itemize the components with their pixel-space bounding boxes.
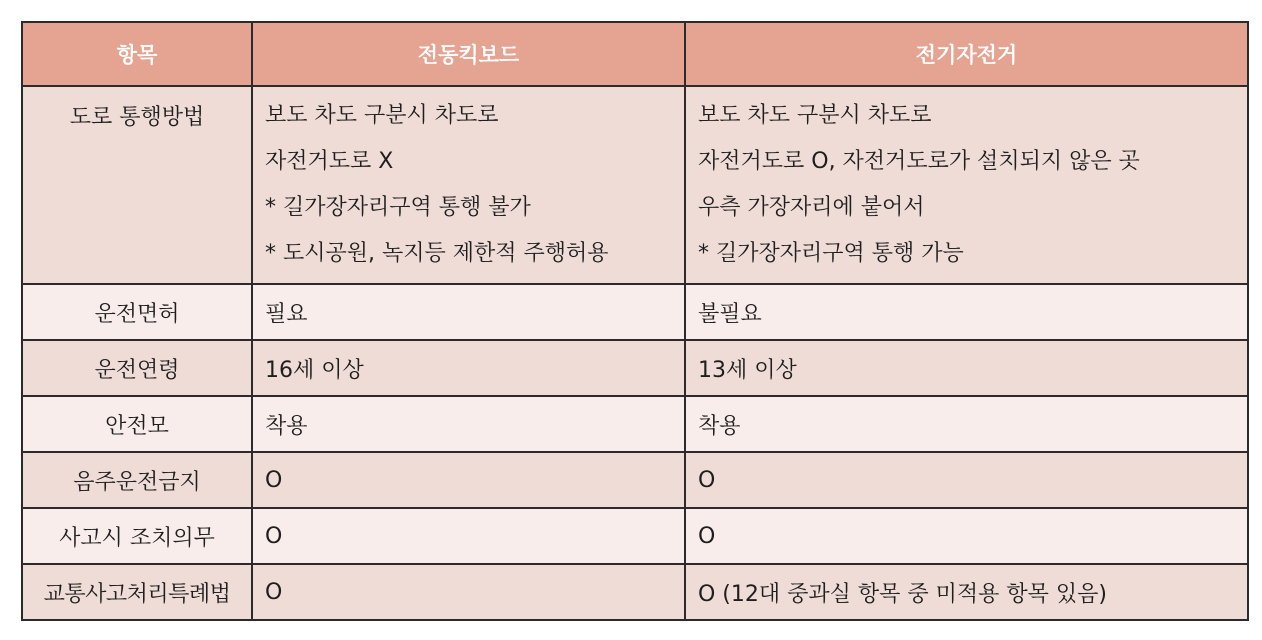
cell-line: 보도 차도 구분시 차도로 [265, 103, 499, 128]
ebike-cell: 착용 [685, 396, 1248, 452]
table-row-accident-duty [22, 508, 1248, 564]
table-row-special-act [22, 564, 1248, 620]
table-row-helmet [22, 396, 1248, 452]
table-row-license [22, 284, 1248, 340]
table-row-age [22, 340, 1248, 396]
ebike-cell: 13세 이상 [685, 340, 1248, 396]
row-label: 교통사고처리특례법 [22, 564, 252, 620]
cell-line: 우측 가장자리에 붙어서 [698, 195, 925, 220]
kickboard-cell: 16세 이상 [252, 340, 685, 396]
row-label-text: 도로 통행방법 [69, 105, 205, 130]
kickboard-cell: O [252, 452, 685, 508]
row-label: 운전연령 [22, 340, 252, 396]
cell-line: 자전거도로 X [265, 149, 394, 174]
kickboard-cell: O [252, 564, 685, 620]
header-row [22, 22, 1248, 86]
ebike-cell: O [685, 452, 1248, 508]
row-label [22, 86, 252, 284]
kickboard-cell: O [252, 508, 685, 564]
cell-line: 보도 차도 구분시 차도로 [698, 103, 932, 128]
ebike-cell: O (12대 중과실 항목 중 미적용 항목 있음) [685, 564, 1248, 620]
cell-line: 자전거도로 O, 자전거도로가 설치되지 않은 곳 [698, 149, 1140, 174]
header-item: 항목 [22, 22, 252, 86]
row-label: 음주운전금지 [22, 452, 252, 508]
table-row-drunk-driving [22, 452, 1248, 508]
ebike-cell: O [685, 508, 1248, 564]
row-label: 사고시 조치의무 [22, 508, 252, 564]
ebike-cell [685, 86, 1248, 284]
cell-line: * 도시공원, 녹지등 제한적 주행허용 [265, 241, 609, 266]
header-ebike: 전기자전거 [685, 22, 1248, 86]
kickboard-cell [252, 86, 685, 284]
table-row-road-rules [22, 86, 1248, 284]
cell-line: * 길가장자리구역 통행 불가 [265, 195, 531, 220]
kickboard-cell: 필요 [252, 284, 685, 340]
row-label: 운전면허 [22, 284, 252, 340]
header-kickboard: 전동킥보드 [252, 22, 685, 86]
kickboard-cell: 착용 [252, 396, 685, 452]
row-label: 안전모 [22, 396, 252, 452]
comparison-table [21, 21, 1249, 621]
ebike-cell: 불필요 [685, 284, 1248, 340]
cell-line: * 길가장자리구역 통행 가능 [698, 241, 964, 266]
